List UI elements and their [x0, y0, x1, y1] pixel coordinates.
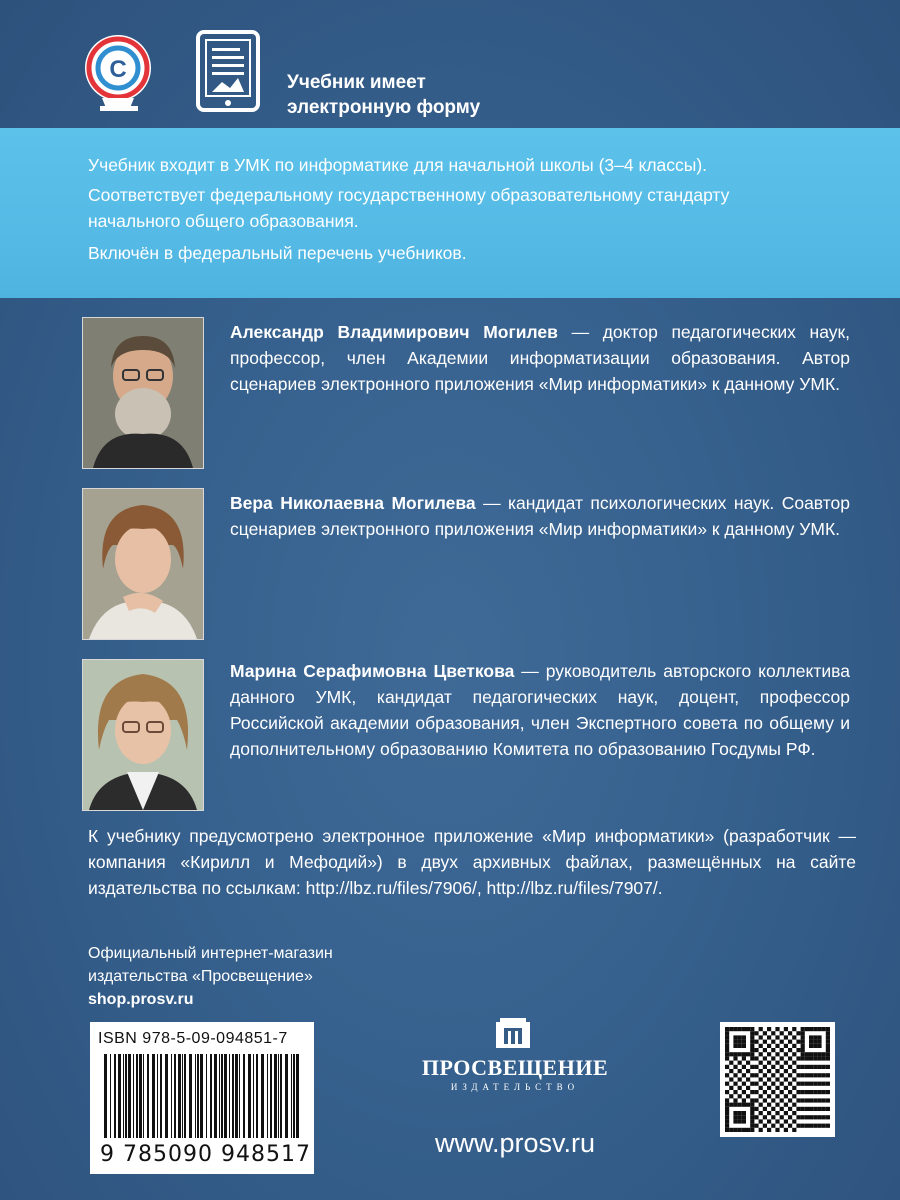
shop-line-2: издательства «Просвещение» [88, 968, 313, 985]
eform-line-1: Учебник имеет [287, 72, 426, 93]
author-bio-2 [230, 490, 850, 542]
shop-line-1: Официальный интернет-магазин [88, 945, 333, 962]
copyright-globe-icon [80, 32, 158, 112]
author-photo-2 [82, 488, 204, 640]
svg-text:С: С [109, 56, 127, 83]
curriculum-info-band [0, 128, 900, 298]
author-desc-3: — руководитель авторского коллектива данного УМК, кандидат педагогических наук, доцент, профессор Российской академии образования, член Экспертного совета по общему и дополнительному образованию Комитета по образованию Госдумы РФ. [230, 661, 850, 759]
publisher-url: www.prosv.ru [434, 1128, 596, 1158]
author-desc-1: — доктор педагогических наук, профессор, член Академии информатизации образования. Автор сценариев электронного приложения «Мир информатики» к данному УМК. [230, 322, 850, 394]
author-photo-1 [82, 317, 204, 469]
isbn-barcode [90, 1022, 314, 1174]
electronic-supplement-note: К учебнику предусмотрено электронное приложение «Мир информатики» (разработчик — компания «Кирилл и Мефодий») в двух архивных файлах, размещённых на сайте издательства по ссылкам: http://lbz.ru/files/7906/, http://lbz.ru/files/7907/. [88, 826, 856, 898]
author-bio-3 [230, 658, 850, 762]
author-name-3: Марина Серафимовна Цветкова [230, 661, 515, 681]
barcode-digits: 9 785090 948517 [100, 1142, 311, 1167]
shop-info [88, 942, 333, 1011]
header-band [0, 0, 900, 130]
info-line-1: Учебник входит в УМК по информатике для начальной школы (3–4 классы). [88, 155, 708, 175]
info-line-2: Соответствует федеральному государственному образовательному стандарту [88, 185, 730, 205]
info-line-3: начального общего образования. [88, 211, 359, 231]
qr-code-pattern [720, 1022, 835, 1137]
author-name-2: Вера Николаевна Могилева [230, 493, 476, 513]
author-bio-1 [230, 319, 850, 397]
qr-code [720, 1022, 835, 1137]
publisher-name: ПРОСВЕЩЕНИЕ [421, 1055, 609, 1080]
publisher-subtitle: ИЗДАТЕЛЬСТВО [450, 1082, 580, 1092]
author-name-1: Александр Владимирович Могилев [230, 322, 558, 342]
barcode-bars [104, 1054, 304, 1138]
author-desc-2: — кандидат психологических наук. Соавтор сценариев электронного приложения «Мир информатики» к данному УМК. [230, 493, 851, 539]
shop-url: shop.prosv.ru [88, 991, 194, 1008]
isbn-number: ISBN 978-5-09-094851-7 [98, 1030, 288, 1047]
tablet-icon [196, 30, 260, 112]
eform-line-2: электронную форму [287, 97, 481, 118]
author-photo-3 [82, 659, 204, 811]
electronic-form-note [287, 70, 480, 120]
publisher-logo-icon [496, 1018, 530, 1050]
info-line-4: Включён в федеральный перечень учебников. [88, 243, 467, 263]
